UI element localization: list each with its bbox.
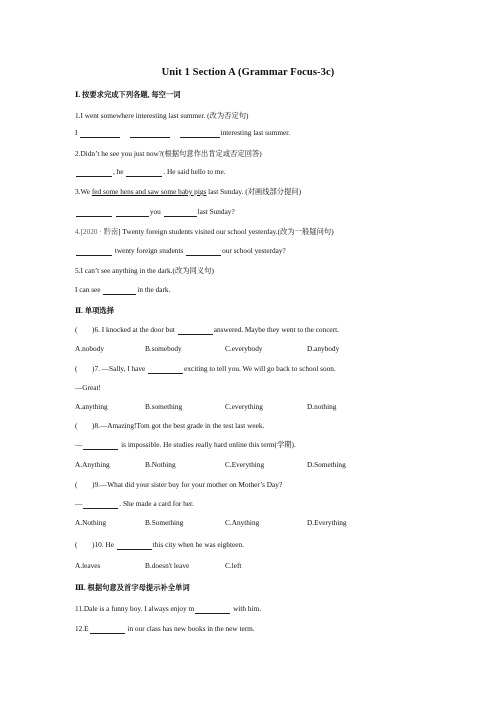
blank[interactable] bbox=[195, 605, 230, 614]
section-3-heading: Ⅲ. 根据句意及首字母提示补全单词 bbox=[75, 583, 190, 592]
option-d[interactable]: D.Something bbox=[307, 460, 346, 469]
option-a[interactable]: A.leaves bbox=[75, 561, 101, 570]
blank[interactable] bbox=[186, 247, 221, 256]
blank[interactable] bbox=[76, 247, 112, 256]
blank[interactable] bbox=[180, 129, 220, 138]
option-b[interactable]: B.somebody bbox=[145, 344, 182, 353]
page-title: Unit 1 Section A (Grammar Focus-3c) bbox=[161, 67, 335, 78]
section-2-heading: Ⅱ. 单项选择 bbox=[75, 306, 114, 315]
blank[interactable] bbox=[80, 129, 120, 138]
question-7-cont: —Great! bbox=[75, 383, 101, 392]
blank[interactable] bbox=[90, 625, 125, 634]
blank[interactable] bbox=[76, 168, 112, 177]
option-d[interactable]: D.Everything bbox=[307, 518, 347, 527]
question-4: 4.[2020 · 黔南] Twenty foreign students visited our school yesterday.(改为一般疑问句) bbox=[75, 227, 334, 236]
question-7: ( )7. —Sally, I have exciting to tell you. We will go back to school soon. bbox=[75, 364, 336, 373]
question-10: ( )10. He this city when he was eighteen. bbox=[75, 540, 244, 549]
blank[interactable] bbox=[83, 441, 118, 450]
question-9-cont: — . She made a card for her. bbox=[75, 499, 194, 508]
question-12: 12.E in our class has new books in the new term. bbox=[75, 624, 255, 633]
option-a[interactable]: A.nobody bbox=[75, 344, 104, 353]
blank[interactable] bbox=[148, 365, 183, 374]
answer-4: twenty foreign students our school yesterday? bbox=[75, 246, 286, 256]
question-11: 11.Dale is a funny boy. I always enjoy m with him. bbox=[75, 604, 262, 613]
option-b[interactable]: B.Nothing bbox=[145, 460, 176, 469]
option-a[interactable]: A.anything bbox=[75, 402, 108, 411]
option-b[interactable]: B.Something bbox=[145, 518, 184, 527]
options-9 bbox=[75, 518, 347, 528]
blank[interactable] bbox=[126, 168, 162, 177]
blank[interactable] bbox=[164, 208, 197, 217]
option-b[interactable]: B.something bbox=[145, 402, 183, 411]
options-6 bbox=[75, 344, 339, 354]
blank[interactable] bbox=[130, 129, 170, 138]
option-b[interactable]: B.doesn't leave bbox=[145, 561, 190, 570]
blank[interactable] bbox=[117, 541, 152, 550]
option-c[interactable]: C.left bbox=[225, 561, 242, 570]
blank[interactable] bbox=[178, 326, 213, 335]
blank[interactable] bbox=[76, 208, 112, 217]
option-c[interactable]: C.everybody bbox=[225, 344, 263, 353]
option-c[interactable]: C.Everything bbox=[225, 460, 265, 469]
option-c[interactable]: C.everything bbox=[225, 402, 263, 411]
answer-5: I can see in the dark. bbox=[75, 285, 171, 294]
option-d[interactable]: D.nothing bbox=[307, 402, 337, 411]
options-10 bbox=[75, 561, 241, 571]
question-2: 2.Didn’t he see you just now?(根据句意作出肯定或否定回答) bbox=[75, 149, 262, 158]
question-1: 1.I went somewhere interesting last summer. (改为否定句) bbox=[75, 111, 249, 120]
question-3: 3.We fed some hens and saw some baby pigs last Sunday. (对画线部分提问) bbox=[75, 187, 302, 196]
options-8 bbox=[75, 460, 346, 470]
blank[interactable] bbox=[103, 286, 136, 295]
section-1-heading: Ⅰ. 按要求完成下列各题, 每空一词 bbox=[75, 90, 181, 99]
question-9: ( )9.—What did your sister buy for your mother on Mother’s Day? bbox=[75, 480, 283, 489]
option-a[interactable]: A.Nothing bbox=[75, 518, 107, 527]
answer-1: I interesting last summer. bbox=[75, 128, 291, 137]
answer-2: , he . He said hello to me. bbox=[75, 167, 226, 177]
options-7 bbox=[75, 402, 336, 412]
question-5: 5.I can’t see anything in the dark.(改为同义句) bbox=[75, 266, 214, 275]
option-a[interactable]: A.Anything bbox=[75, 460, 110, 469]
blank[interactable] bbox=[83, 500, 118, 509]
answer-3: you last Sunday? bbox=[75, 207, 235, 217]
option-d[interactable]: D.anybody bbox=[307, 344, 340, 353]
option-c[interactable]: C.Anything bbox=[225, 518, 260, 527]
question-8-cont: — is impossible. He studies really hard online this term(学期). bbox=[75, 440, 296, 449]
blank[interactable] bbox=[116, 208, 149, 217]
question-8: ( )8.—Amazing!Tom got the best grade in the test last week. bbox=[75, 421, 265, 430]
question-6: ( )6. I knocked at the door but answered. Maybe they went to the concert. bbox=[75, 325, 339, 334]
